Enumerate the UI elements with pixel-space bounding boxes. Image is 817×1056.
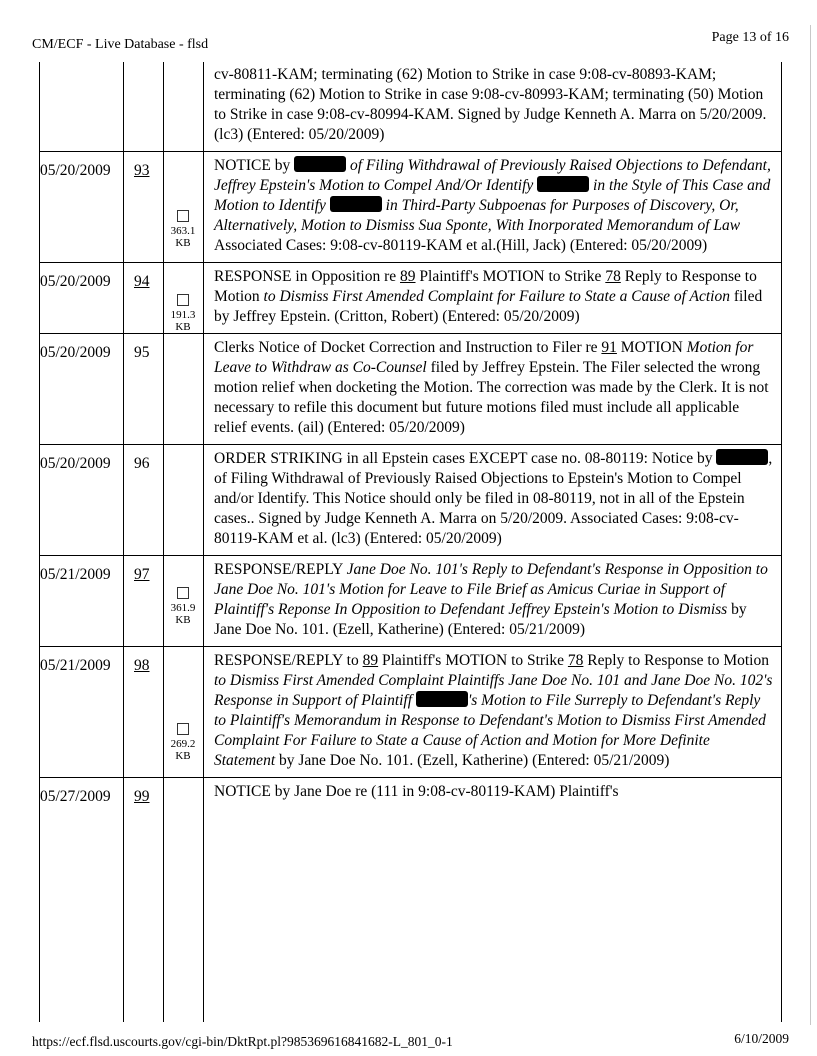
entry-text: RESPONSE/REPLY to 89 Plaintiff's MOTION to Strike 78 Reply to Response to Motion to Dismiss First Amended Complaint Plaintiffs Jane Doe No. 101 and Jane Doe No. 102's Response in Support of Plaintiff 's Motion to File Surreply to Defendant's Reply to Plaintiff's Memorandum in Response to Defendant's Motion to Dismiss First Amended Complaint For Failure to State a Cause of Action and Motion for More Definite Statement by Jane Doe No. 101. (Ezell, Katherine) (Entered: 05/21/2009): [203, 647, 782, 778]
table-row: [39, 263, 782, 334]
table-border-left: [39, 62, 40, 1022]
entry-number-link[interactable]: 97: [134, 566, 150, 583]
table-row: [39, 62, 782, 152]
entry-text: NOTICE by of Filing Withdrawal of Previously Raised Objections to Defendant, Jeffrey Epstein's Motion to Compel And/Or Identify in the Style of This Case and Motion to Identify in Third-Party Subpoenas for Purposes of Discovery, Or, Alternatively, Motion to Dismiss Sua Sponte, With Inorporated Memorandum of Law Associated Cases: 9:08-cv-80119-KAM et al.(Hill, Jack) (Entered: 05/20/2009): [203, 152, 782, 263]
document-size: 269.2: [170, 738, 196, 750]
table-border-right: [781, 62, 782, 1022]
entry-number-link[interactable]: 94: [134, 273, 150, 290]
table-row: [39, 445, 782, 556]
document-icon[interactable]: [177, 723, 189, 735]
document-size: 361.9: [170, 602, 196, 614]
entry-date: 05/20/2009: [39, 152, 123, 263]
document-size-unit: KB: [175, 614, 191, 626]
entry-text: cv-80811-KAM; terminating (62) Motion to Strike in case 9:08-cv-80893-KAM; terminating (62) Motion to Strike in case 9:08-cv-80993-KAM; terminating (50) Motion to Strike in case 9:08-cv-80994-KAM. Signed by Judge Kenneth A. Marra on 5/20/2009. (lc3) (Entered: 05/20/2009): [214, 66, 767, 143]
document-icon[interactable]: [177, 294, 189, 306]
entry-date: 05/20/2009: [39, 263, 123, 334]
table-divider-1: [123, 62, 124, 1022]
entry-text: NOTICE by Jane Doe re (111 in 9:08-cv-80119-KAM) Plaintiff's: [203, 778, 782, 809]
document-size-unit: KB: [175, 237, 191, 249]
reference-link[interactable]: 78: [605, 268, 621, 285]
entry-date: 05/27/2009: [39, 778, 123, 809]
entry-text: ORDER STRIKING in all Epstein cases EXCEPT case no. 08-80119: Notice by , of Filing Withdrawal of Previously Raised Objections to Epstein's Motion to Compel and/or Identify. This Notice should only be filed in 08-80119, not in all of the Epstein cases.. Signed by Judge Kenneth A. Marra on 5/20/2009. Associated Cases: 9:08-cv-80119-KAM et al. (lc3) (Entered: 05/20/2009): [203, 445, 782, 556]
redaction-block: [416, 691, 468, 707]
document-icon[interactable]: [177, 210, 189, 222]
redaction-block: [537, 176, 589, 192]
entry-text: RESPONSE in Opposition re 89 Plaintiff's MOTION to Strike 78 Reply to Response to Motion to Dismiss First Amended Complaint for Failure to State a Cause of Action filed by Jeffrey Epstein. (Critton, Robert) (Entered: 05/20/2009): [203, 263, 782, 334]
page-url: https://ecf.flsd.uscourts.gov/cgi-bin/DktRpt.pl?985369616841682-L_801_0-1: [32, 1034, 453, 1049]
entry-date: 05/20/2009: [39, 445, 123, 556]
reference-link[interactable]: 89: [400, 268, 416, 285]
reference-link[interactable]: 78: [567, 652, 584, 669]
print-date: 6/10/2009: [734, 1031, 789, 1046]
table-row: [39, 334, 782, 445]
entry-number: 96: [123, 445, 163, 556]
redaction-block: [294, 156, 346, 172]
table-row: [39, 647, 782, 778]
entry-number: 95: [123, 334, 163, 445]
table-row: [39, 152, 782, 263]
entry-date: 05/21/2009: [39, 647, 123, 778]
page-edge: [810, 25, 811, 1025]
document-size-unit: KB: [175, 321, 191, 333]
document-size: 363.1: [170, 225, 196, 237]
entry-text: Clerks Notice of Docket Correction and Instruction to Filer re 91 MOTION Motion for Leave to Withdraw as Co-Counsel filed by Jeffrey Epstein. The Filer selected the wrong motion relief when docketing the Motion. The correction was made by the Clerk. It is not necessary to refile this document but future motions filed must include all applicable relief events. (ail) (Entered: 05/20/2009): [203, 334, 782, 445]
entry-number-link[interactable]: 93: [134, 162, 150, 179]
table-row: [39, 778, 782, 809]
docket-table: [39, 62, 782, 1022]
page-header-title: CM/ECF - Live Database - flsd: [32, 37, 209, 52]
document-size-unit: KB: [175, 750, 191, 762]
entry-number-link[interactable]: 98: [134, 657, 150, 674]
entry-date: 05/21/2009: [39, 556, 123, 647]
table-row: [39, 556, 782, 647]
redaction-block: [716, 449, 768, 465]
entry-date: 05/20/2009: [39, 334, 123, 445]
document-icon[interactable]: [177, 587, 189, 599]
redaction-block: [330, 196, 382, 212]
entry-text: RESPONSE/REPLY Jane Doe No. 101's Reply to Defendant's Response in Opposition to Jane Doe No. 101's Motion for Leave to File Brief as Amicus Curiae in Support of Plaintiff's Reponse In Opposition to Defendant Jeffrey Epstein's Motion to Dismiss by Jane Doe No. 101. (Ezell, Katherine) (Entered: 05/21/2009): [203, 556, 782, 647]
table-divider-2: [163, 62, 164, 1022]
reference-link[interactable]: 91: [601, 339, 617, 356]
reference-link[interactable]: 89: [362, 652, 379, 669]
page-number: Page 13 of 16: [711, 30, 789, 45]
table-divider-3: [203, 62, 204, 1022]
document-size: 191.3: [170, 309, 196, 321]
entry-number-link[interactable]: 99: [134, 788, 150, 805]
